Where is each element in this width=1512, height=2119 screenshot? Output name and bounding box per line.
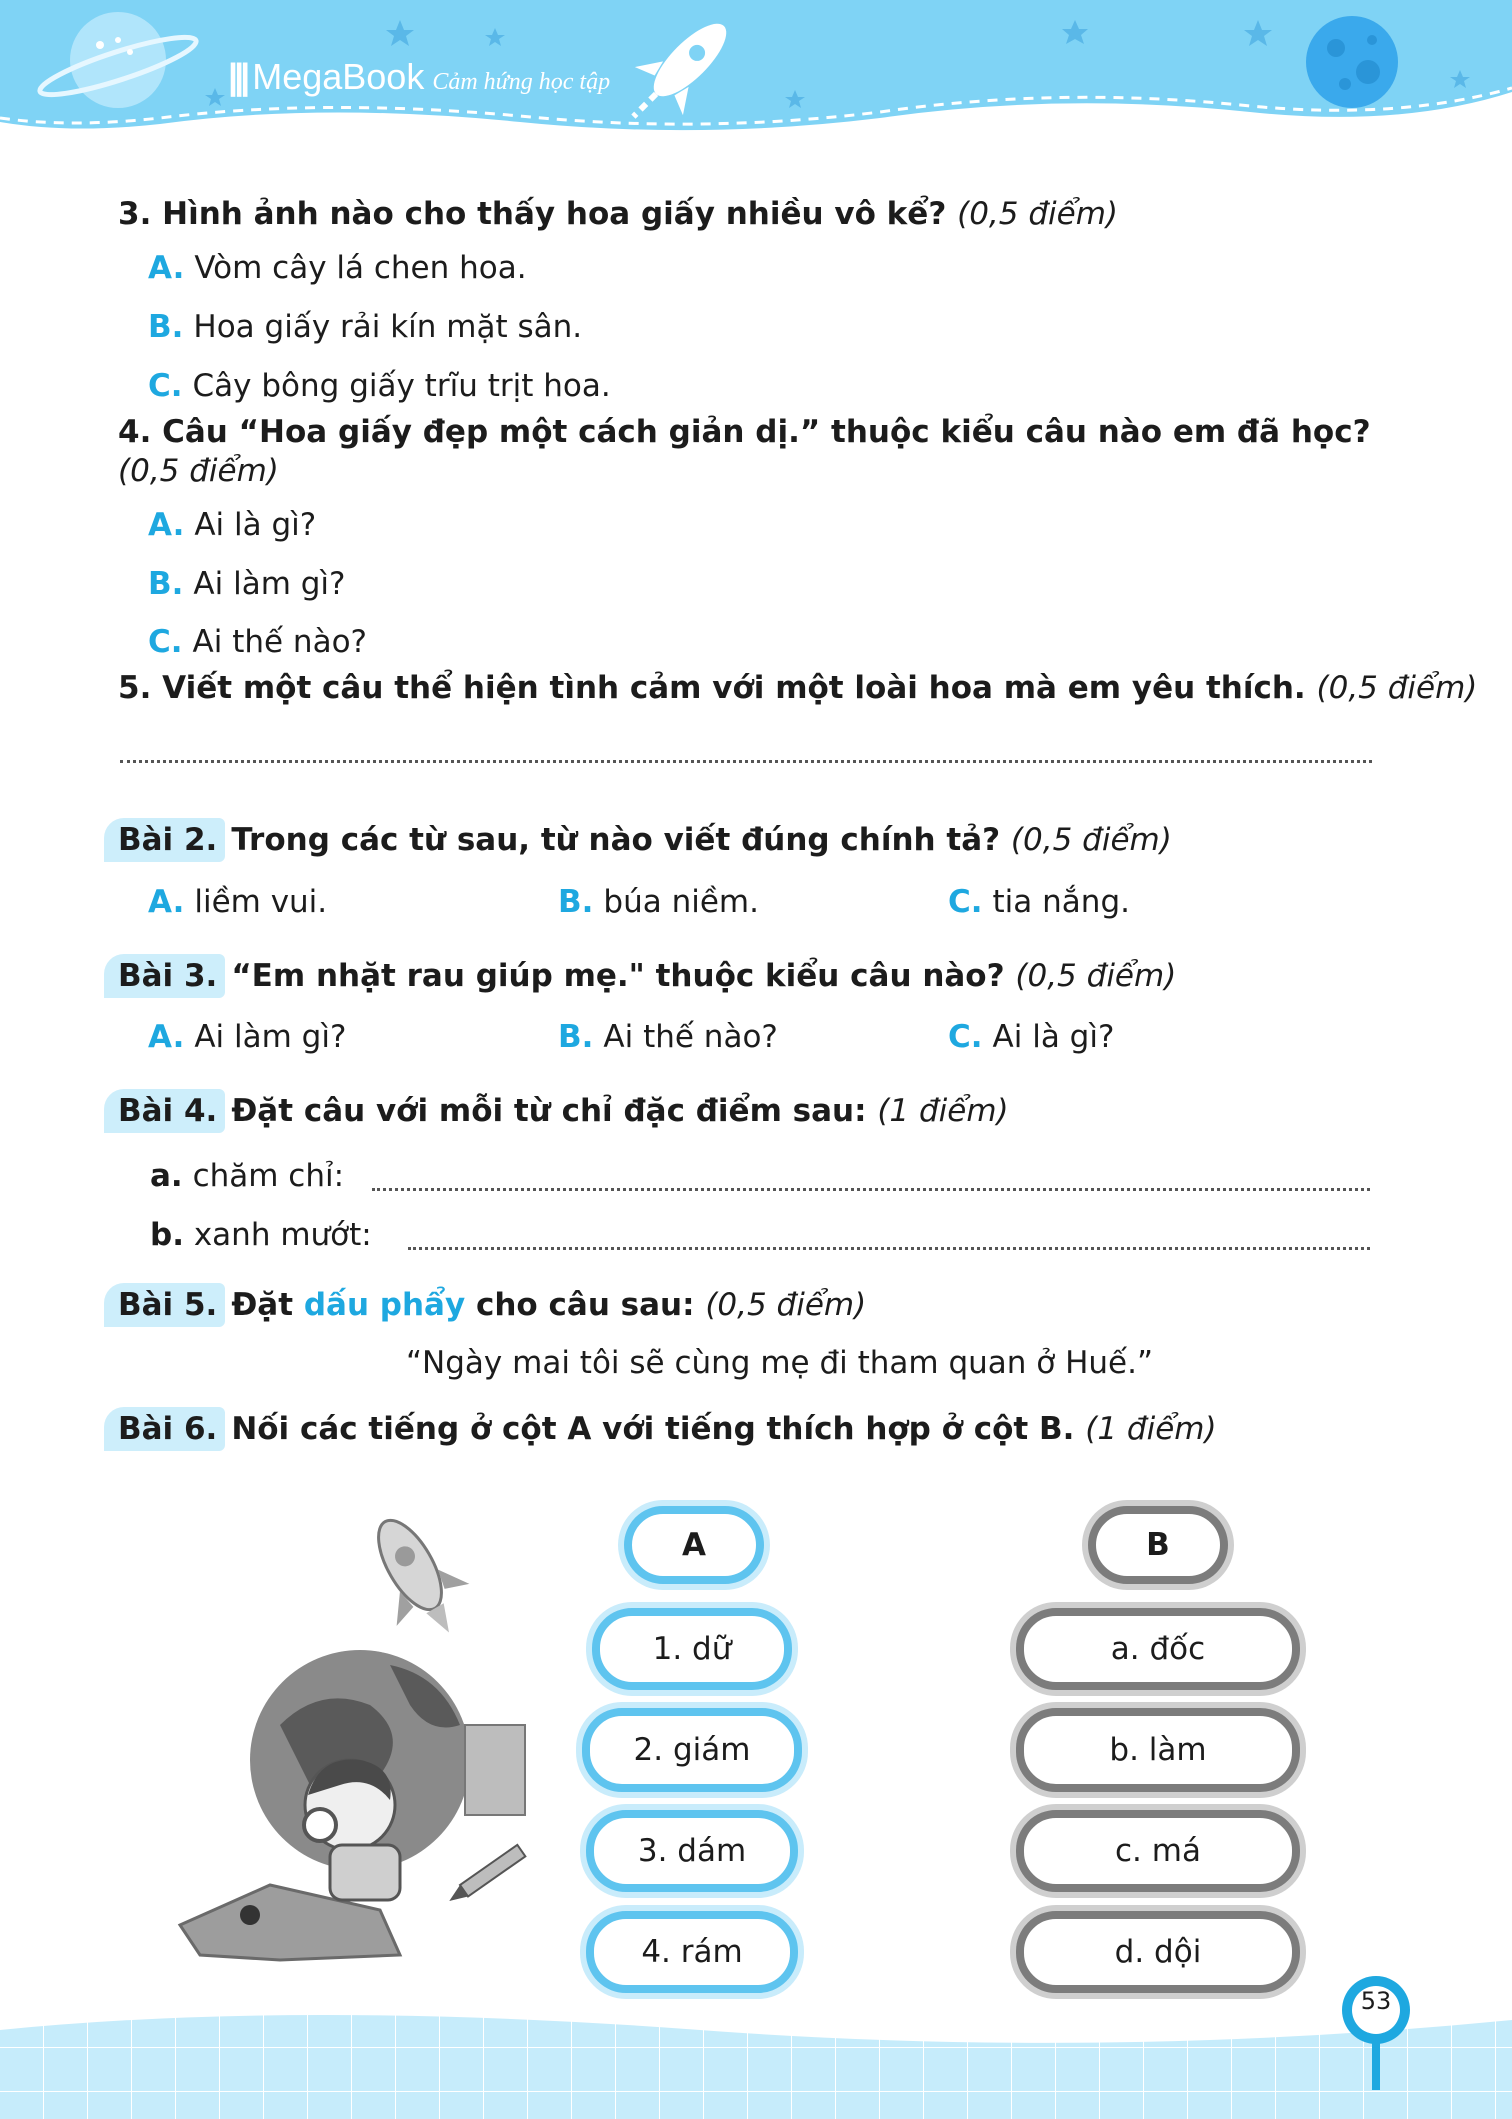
option-text: Ai thế nào? bbox=[603, 1019, 778, 1055]
column-a-item-1[interactable] bbox=[592, 1608, 792, 1690]
bai2-option-b[interactable] bbox=[558, 884, 759, 920]
brand-logo-mark: ||| bbox=[228, 56, 247, 97]
option-text: Vòm cây lá chen hoa. bbox=[194, 250, 527, 286]
match-item-text: c. má bbox=[1115, 1833, 1201, 1869]
bai2-option-a[interactable] bbox=[148, 884, 327, 920]
q4-option-b[interactable] bbox=[148, 566, 346, 602]
exercise-3-tag: Bài 3. bbox=[104, 954, 225, 998]
column-a-item-2[interactable] bbox=[582, 1708, 802, 1792]
match-item-text: a. đốc bbox=[1110, 1631, 1206, 1667]
option-text: Cây bông giấy trĩu trịt hoa. bbox=[192, 368, 611, 404]
exercise-4 bbox=[104, 1089, 1009, 1133]
option-letter: A. bbox=[148, 884, 185, 920]
exercise-2-points: (0,5 điểm) bbox=[1010, 822, 1172, 858]
exercise-3 bbox=[104, 954, 1176, 998]
child-globe-illustration bbox=[160, 1505, 540, 1965]
column-b-item-a[interactable] bbox=[1016, 1608, 1300, 1690]
exercise-5-tag: Bài 5. bbox=[104, 1283, 225, 1327]
question-5-text: 5. Viết một câu thể hiện tình cảm với một loài hoa mà em yêu thích. bbox=[118, 670, 1306, 706]
bai3-option-c[interactable] bbox=[948, 1019, 1114, 1055]
column-a-item-3[interactable] bbox=[586, 1810, 798, 1892]
option-text: tia nắng. bbox=[992, 884, 1130, 920]
exercise-6-text: Nối các tiếng ở cột A với tiếng thích hợp ở cột B. bbox=[231, 1411, 1075, 1447]
page-footer bbox=[0, 1960, 1512, 2119]
match-item-text: 4. rám bbox=[641, 1934, 743, 1970]
item-label: b. bbox=[150, 1217, 184, 1253]
child-icon bbox=[304, 1759, 400, 1900]
answer-line-b[interactable] bbox=[408, 1247, 1370, 1250]
exercise-5-text: Đặt bbox=[231, 1287, 294, 1323]
exercise-5-highlight: dấu phẩy bbox=[303, 1287, 466, 1323]
item-label: a. bbox=[150, 1158, 183, 1194]
bai3-option-a[interactable] bbox=[148, 1019, 346, 1055]
question-4-text: 4. Câu “Hoa giấy đẹp một cách giản dị.” thuộc kiểu câu nào em đã học? bbox=[118, 414, 1371, 450]
exercise-5-text-after: cho câu sau: bbox=[475, 1287, 695, 1323]
column-b-item-c[interactable] bbox=[1016, 1810, 1300, 1892]
option-letter: B. bbox=[148, 566, 184, 602]
option-letter: B. bbox=[148, 309, 184, 345]
moon-icon bbox=[1306, 16, 1398, 108]
item-text: chăm chỉ: bbox=[192, 1158, 345, 1194]
option-letter: A. bbox=[148, 1019, 185, 1055]
exercise-4-points: (1 điểm) bbox=[877, 1093, 1009, 1129]
exercise-4-tag: Bài 4. bbox=[104, 1089, 225, 1133]
small-rocket-icon bbox=[349, 1505, 486, 1654]
option-letter: B. bbox=[558, 884, 594, 920]
exercise-6-tag: Bài 6. bbox=[104, 1407, 225, 1451]
page-number: 53 bbox=[1360, 1987, 1392, 2015]
option-letter: B. bbox=[558, 1019, 594, 1055]
answer-line-a[interactable] bbox=[372, 1188, 1370, 1191]
q3-option-c[interactable] bbox=[148, 368, 611, 404]
brand-slogan: Cảm hứng học tập bbox=[432, 69, 611, 95]
question-5 bbox=[118, 670, 1477, 706]
option-text: búa niềm. bbox=[603, 884, 759, 920]
question-4-points: (0,5 điểm) bbox=[118, 453, 279, 489]
match-item-text: 1. dữ bbox=[652, 1631, 732, 1667]
pencil-icon bbox=[445, 1845, 525, 1907]
match-item-text: d. dội bbox=[1114, 1934, 1202, 1970]
match-item-text: b. làm bbox=[1109, 1732, 1207, 1768]
match-item-text: 2. giám bbox=[633, 1732, 751, 1768]
option-text: Hoa giấy rải kín mặt sân. bbox=[193, 309, 583, 345]
question-3-points: (0,5 điểm) bbox=[957, 196, 1118, 232]
sentence-text: “Ngày mai tôi sẽ cùng mẹ đi tham quan ở Huế.” bbox=[406, 1345, 1154, 1381]
option-letter: A. bbox=[148, 507, 185, 543]
option-text: Ai là gì? bbox=[992, 1019, 1115, 1055]
column-a-header bbox=[624, 1506, 764, 1584]
column-b-item-b[interactable] bbox=[1016, 1708, 1300, 1792]
question-4-points-line bbox=[118, 453, 279, 489]
exercise-5-sentence bbox=[406, 1345, 1153, 1381]
globe-icon bbox=[250, 1650, 525, 1870]
exercise-3-text: “Em nhặt rau giúp mẹ." thuộc kiểu câu nào? bbox=[231, 958, 1005, 994]
brand-logo bbox=[228, 56, 610, 98]
question-3 bbox=[118, 196, 1118, 232]
option-text: Ai thế nào? bbox=[192, 624, 367, 660]
q4-option-c[interactable] bbox=[148, 624, 367, 660]
question-3-text: 3. Hình ảnh nào cho thấy hoa giấy nhiều vô kể? bbox=[118, 196, 947, 232]
option-text: liềm vui. bbox=[194, 884, 328, 920]
exercise-2-tag: Bài 2. bbox=[104, 818, 225, 862]
column-header-text: B bbox=[1146, 1527, 1170, 1563]
exercise-4-text: Đặt câu với mỗi từ chỉ đặc điểm sau: bbox=[231, 1093, 867, 1129]
answer-line[interactable] bbox=[120, 760, 1372, 763]
item-text: xanh mướt: bbox=[193, 1217, 372, 1253]
q3-option-a[interactable] bbox=[148, 250, 527, 286]
bai3-option-b[interactable] bbox=[558, 1019, 778, 1055]
option-text: Ai làm gì? bbox=[194, 1019, 347, 1055]
option-text: Ai là gì? bbox=[194, 507, 317, 543]
bai4-item-a bbox=[150, 1158, 344, 1194]
exercise-6 bbox=[104, 1407, 1217, 1451]
footer-grid-background bbox=[0, 1960, 1512, 2119]
exercise-6-points: (1 điểm) bbox=[1085, 1411, 1217, 1447]
exercise-2-text: Trong các từ sau, từ nào viết đúng chính tả? bbox=[231, 822, 1001, 858]
column-b-header bbox=[1088, 1506, 1228, 1584]
page-header bbox=[0, 0, 1512, 160]
option-letter: C. bbox=[148, 624, 183, 660]
exercise-3-points: (0,5 điểm) bbox=[1015, 958, 1177, 994]
option-letter: A. bbox=[148, 250, 185, 286]
q3-option-b[interactable] bbox=[148, 309, 582, 345]
bai2-option-c[interactable] bbox=[948, 884, 1130, 920]
exercise-5 bbox=[104, 1283, 866, 1327]
header-wave-background bbox=[0, 0, 1512, 160]
match-item-text: 3. dám bbox=[637, 1833, 747, 1869]
brand-name: MegaBook bbox=[252, 56, 425, 97]
option-letter: C. bbox=[948, 1019, 983, 1055]
option-letter: C. bbox=[148, 368, 183, 404]
option-text: Ai làm gì? bbox=[193, 566, 346, 602]
option-letter: C. bbox=[948, 884, 983, 920]
exercise-2 bbox=[104, 818, 1172, 862]
q4-option-a[interactable] bbox=[148, 507, 316, 543]
question-5-points: (0,5 điểm) bbox=[1316, 670, 1478, 706]
column-header-text: A bbox=[682, 1527, 706, 1563]
bai4-item-b bbox=[150, 1217, 372, 1253]
question-4 bbox=[118, 414, 1371, 450]
exercise-5-points: (0,5 điểm) bbox=[705, 1287, 867, 1323]
